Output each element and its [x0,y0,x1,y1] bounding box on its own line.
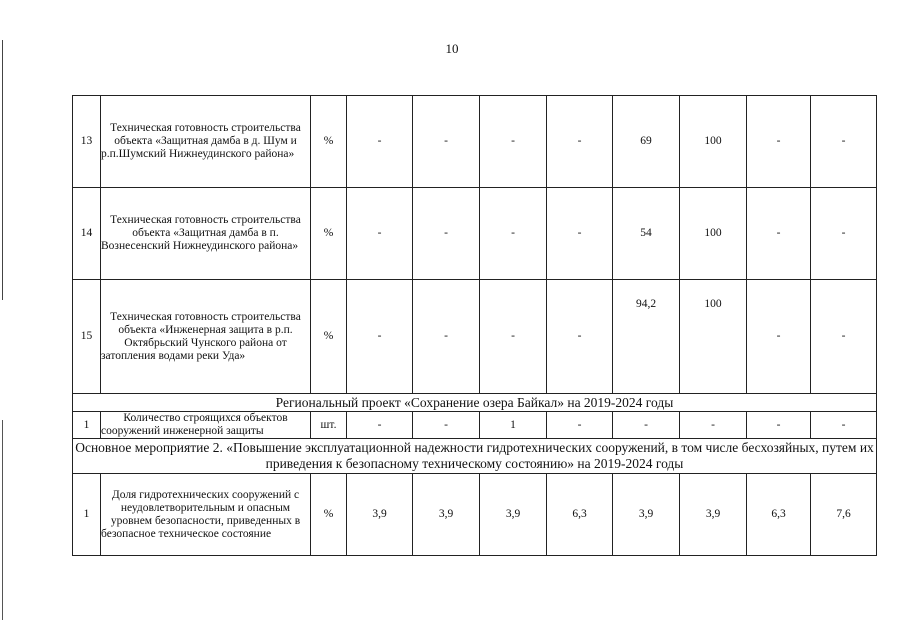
section-title: Региональный проект «Сохранение озера Байкал» на 2019-2024 годы [73,394,877,412]
value-cell: 100 [680,280,747,394]
value-cell: 7,6 [811,474,877,556]
table-row [73,412,877,439]
table-row [73,474,877,556]
value-cell: 3,9 [413,474,480,556]
value-cell: - [747,96,811,188]
value-cell: - [413,96,480,188]
value-cell: - [480,280,547,394]
value-cell: - [811,188,877,280]
unit-cell: % [311,188,347,280]
value-cell: - [347,412,413,439]
section-header-row [73,394,877,412]
unit-cell: % [311,96,347,188]
value-cell: - [413,280,480,394]
value-cell: - [413,412,480,439]
unit-cell: % [311,280,347,394]
value-cell: - [413,188,480,280]
value-cell: 3,9 [613,474,680,556]
value-cell: 3,9 [480,474,547,556]
row-number: 15 [73,280,101,394]
indicator-name: Техническая готовность строительства объекта «Защитная дамба в д. Шум и р.п.Шумский Нижнеудинского района» [101,96,311,188]
indicator-name: Техническая готовность строительства объекта «Инженерная защита в р.п. Октябрьский Чунского района от затопления водами реки Уда» [101,280,311,394]
value-cell: - [547,412,613,439]
value-cell: 100 [680,188,747,280]
value-cell: - [747,412,811,439]
value-cell: 6,3 [547,474,613,556]
value-cell: - [747,188,811,280]
section-header-row [73,439,877,474]
value-cell: 6,3 [747,474,811,556]
value-cell: - [480,96,547,188]
value-cell: 69 [613,96,680,188]
row-number: 14 [73,188,101,280]
indicator-name: Техническая готовность строительства объекта «Защитная дамба в п. Вознесенский Нижнеудинского района» [101,188,311,280]
value-cell: - [547,188,613,280]
scan-edge-line [2,420,3,620]
indicators-table [72,95,877,556]
row-number: 13 [73,96,101,188]
value-cell: - [811,280,877,394]
unit-cell: шт. [311,412,347,439]
value-cell: - [347,280,413,394]
section-title: Основное мероприятие 2. «Повышение эксплуатационной надежности гидротехнических сооружений, в том числе бесхозяйных, путем их приведения к безопасному техническому состоянию» на 2019-2024 годы [73,439,877,474]
value-cell: 94,2 [613,280,680,394]
value-cell: - [811,412,877,439]
row-number: 1 [73,474,101,556]
value-cell: - [811,96,877,188]
value-cell: - [347,188,413,280]
value-cell: - [613,412,680,439]
unit-cell: % [311,474,347,556]
value-cell: 100 [680,96,747,188]
value-cell: 54 [613,188,680,280]
value-cell: 3,9 [347,474,413,556]
table-row [73,96,877,188]
indicator-name: Доля гидротехнических сооружений с неудовлетворительным и опасным уровнем безопасности, приведенных в безопасное техническое состояние [101,474,311,556]
scan-edge-line [2,40,3,300]
row-number: 1 [73,412,101,439]
value-cell: - [547,280,613,394]
page-number: 10 [445,41,459,56]
value-cell: 3,9 [680,474,747,556]
value-cell: 1 [480,412,547,439]
value-cell: - [480,188,547,280]
table-row [73,188,877,280]
value-cell: - [680,412,747,439]
value-cell: - [747,280,811,394]
indicator-name: Количество строящихся объектов сооружений инженерной защиты [101,412,311,439]
value-cell: - [547,96,613,188]
table-row [73,280,877,394]
value-cell: - [347,96,413,188]
